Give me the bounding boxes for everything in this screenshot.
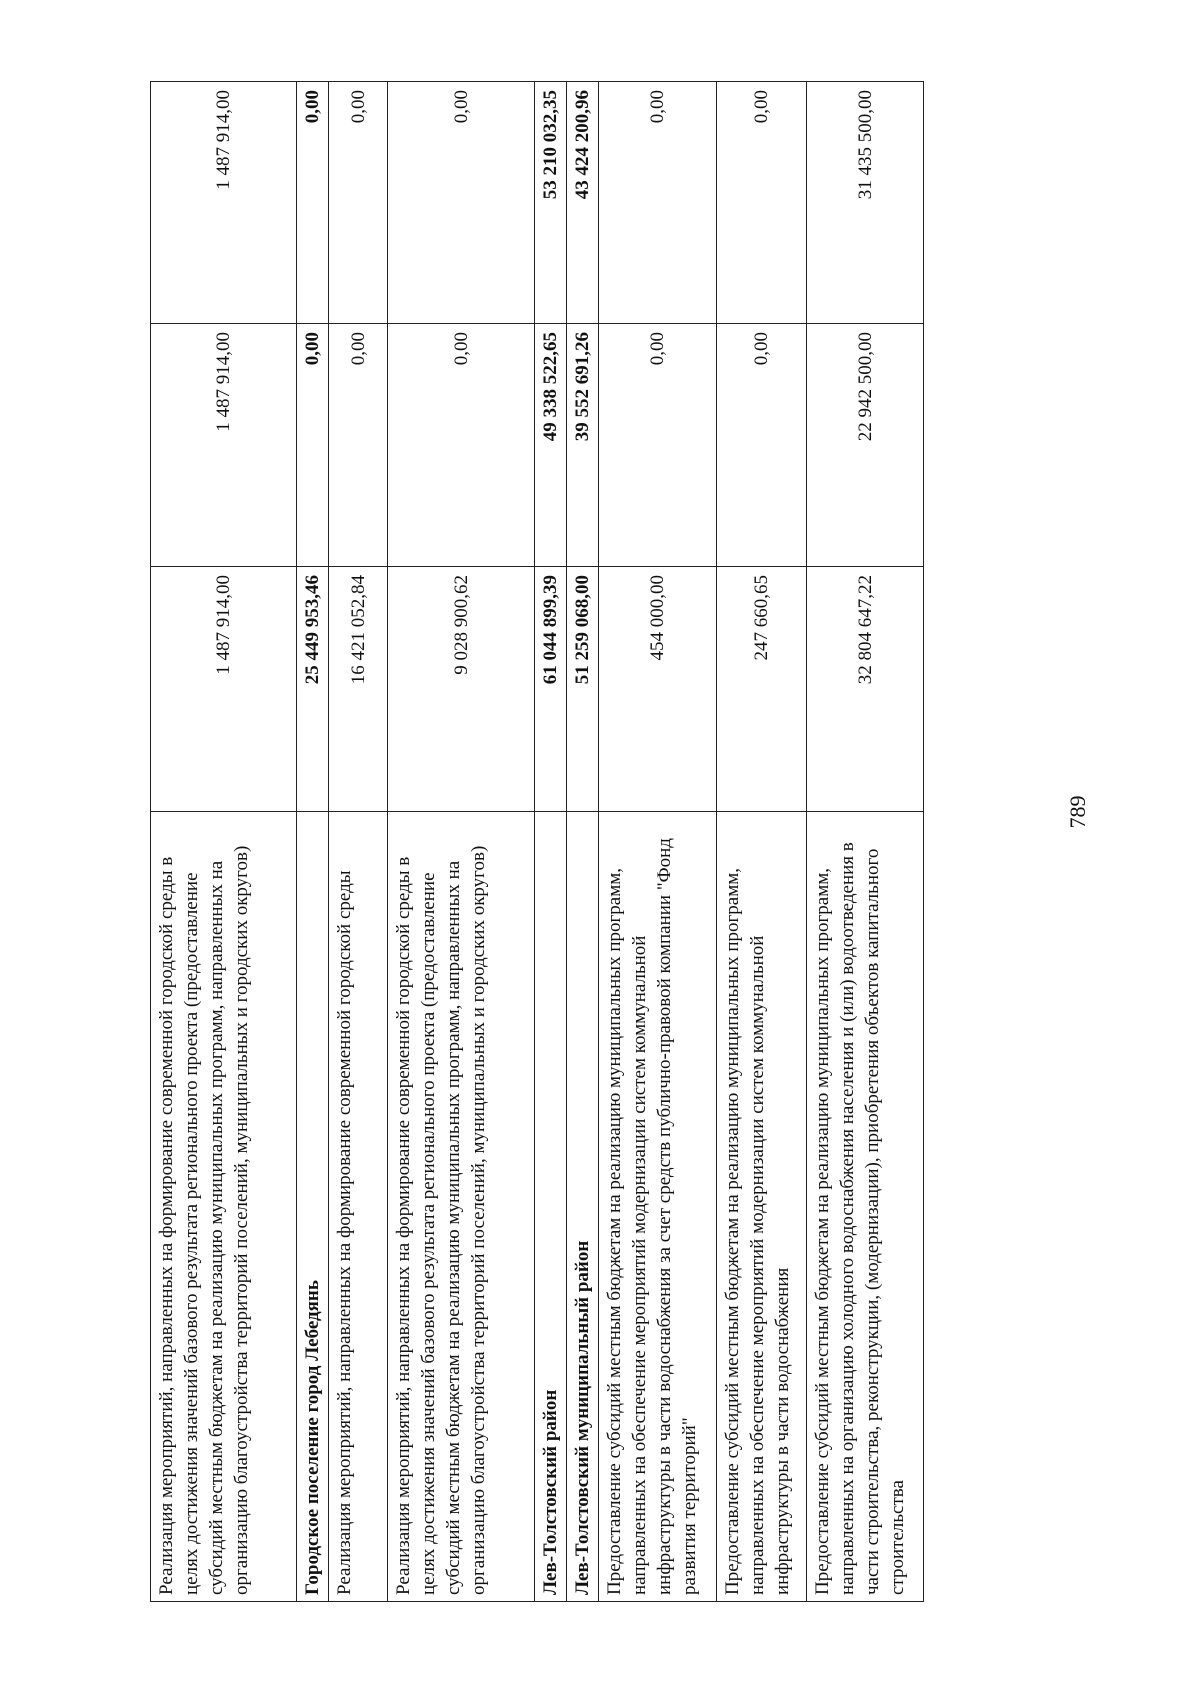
- row-value-2: 0,00: [329, 324, 388, 567]
- budget-table: [150, 81, 924, 1602]
- table-row: [807, 82, 924, 1602]
- row-value-1: 247 660,65: [717, 567, 807, 812]
- page-number: 789: [1065, 795, 1090, 829]
- row-value-3: 53 210 032,35: [535, 82, 567, 324]
- row-value-1: 1 487 914,00: [151, 567, 297, 812]
- row-value-2: 0,00: [717, 324, 807, 567]
- row-value-2: 39 552 691,26: [567, 324, 599, 567]
- table-row: [599, 82, 717, 1602]
- row-description: Предоставление субсидий местным бюджетам на реализацию муниципальных программ, направленных на обеспечение мероприятий модернизации систем коммунальной инфраструктуры в части водоснабжения за счет средств публично-правовой компании "Фонд развития территорий": [599, 812, 717, 1602]
- row-value-1: 9 028 900,62: [388, 567, 535, 812]
- table-row: [717, 82, 807, 1602]
- row-value-1: 454 000,00: [599, 567, 717, 812]
- row-value-1: 61 044 899,39: [535, 567, 567, 812]
- row-value-1: 32 804 647,22: [807, 567, 924, 812]
- row-value-2: 22 942 500,00: [807, 324, 924, 567]
- row-value-2: 49 338 522,65: [535, 324, 567, 567]
- row-description: Реализация мероприятий, направленных на формирование современной городской среды в целях достижения значений базового результата регионального проекта (предоставление субсидий местным бюджетам на реализацию муниципальных программ, направленных на организацию благоустройства территорий поселений, муниципальных и городских округов): [388, 812, 535, 1602]
- row-value-3: 0,00: [297, 82, 329, 324]
- table-row: [567, 82, 599, 1602]
- row-description: Предоставление субсидий местным бюджетам на реализацию муниципальных программ, направленных на организацию холодного водоснабжения населения и (или) водоотведения в части строительства, реконструкции, (модернизации), приобретения объектов капитального строительства: [807, 812, 924, 1602]
- table-row: [151, 82, 297, 1602]
- row-description: Реализация мероприятий, направленных на формирование современной городской среды в целях достижения значений базового результата регионального проекта (предоставление субсидий местным бюджетам на реализацию муниципальных программ, направленных на организацию благоустройства территорий поселений, муниципальных и городских округов): [151, 812, 297, 1602]
- row-description: Предоставление субсидий местным бюджетам на реализацию муниципальных программ, направленных на обеспечение мероприятий модернизации систем коммунальной инфраструктуры в части водоснабжения: [717, 812, 807, 1602]
- row-value-3: 0,00: [388, 82, 535, 324]
- row-value-2: 0,00: [297, 324, 329, 567]
- row-value-3: 0,00: [717, 82, 807, 324]
- row-value-2: 0,00: [388, 324, 535, 567]
- row-value-1: 51 259 068,00: [567, 567, 599, 812]
- row-description: Лев-Толстовский район: [535, 812, 567, 1602]
- row-value-3: 1 487 914,00: [151, 82, 297, 324]
- table-row: [297, 82, 329, 1602]
- table-row: [329, 82, 388, 1602]
- rotated-page: [150, 82, 1150, 1602]
- table-row: [388, 82, 535, 1602]
- row-value-3: 31 435 500,00: [807, 82, 924, 324]
- row-value-3: 43 424 200,96: [567, 82, 599, 324]
- table-row: [535, 82, 567, 1602]
- row-value-3: 0,00: [329, 82, 388, 324]
- row-value-2: 0,00: [599, 324, 717, 567]
- row-value-3: 0,00: [599, 82, 717, 324]
- row-description: Реализация мероприятий, направленных на формирование современной городской среды: [329, 812, 388, 1602]
- row-description: Лев-Толстовский муниципальный район: [567, 812, 599, 1602]
- row-value-2: 1 487 914,00: [151, 324, 297, 567]
- row-value-1: 16 421 052,84: [329, 567, 388, 812]
- row-description: Городское поселение город Лебедянь: [297, 812, 329, 1602]
- row-value-1: 25 449 953,46: [297, 567, 329, 812]
